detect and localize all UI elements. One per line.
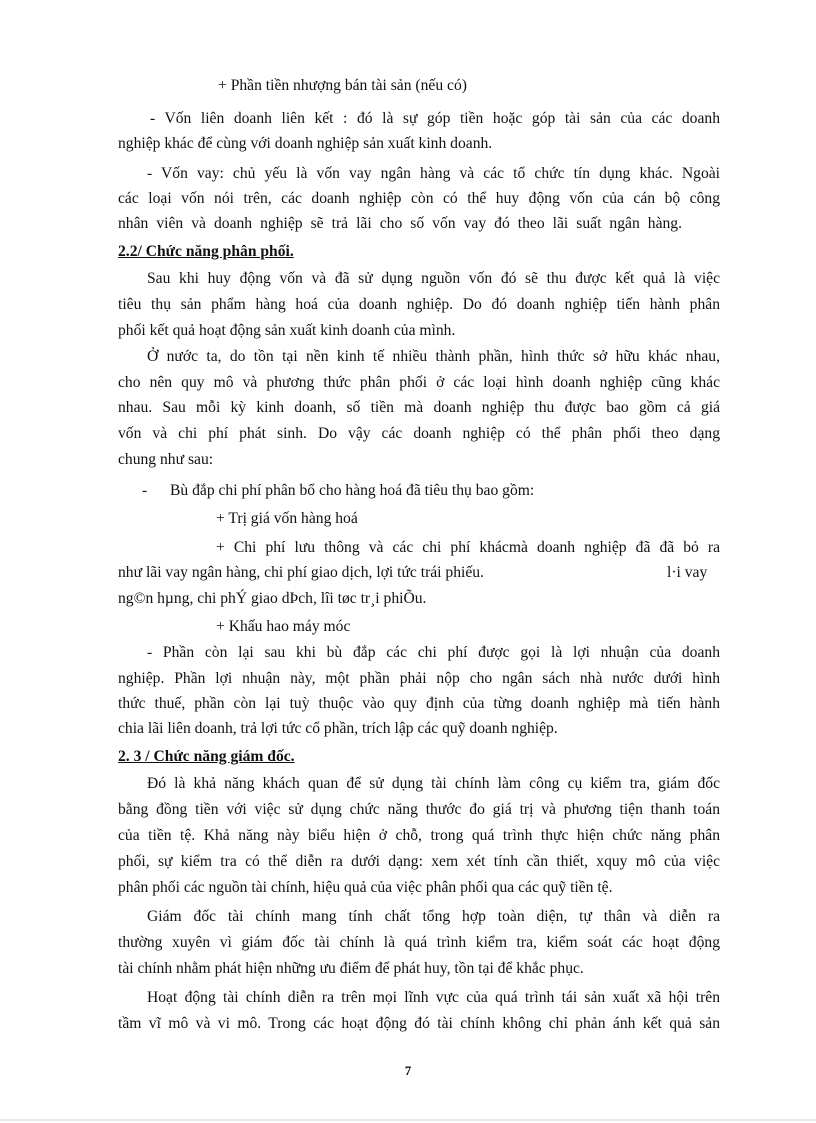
text-line: phân phối các nguồn tài chính, hiệu quả của việc phân phối qua các quỹ tiền tệ. (118, 879, 613, 896)
text-line: cho nên quy mô và phương thức phân phối ở các loại hình doanh nghiệp cũng khác (118, 374, 720, 391)
text-line: Giám đốc tài chính mang tính chất tổng hợp toàn diện, tự thân và diễn ra (147, 908, 720, 925)
section-heading: 2.2/ Chức năng phân phối. (118, 243, 294, 260)
text-line: - Vốn liên doanh liên kết : đó là sự góp tiền hoặc góp tài sản của các doanh (150, 110, 720, 127)
garbled-text: l·i vay (667, 564, 708, 581)
text-line: Hoạt động tài chính diễn ra trên mọi lĩnh vực của quá trình tái sản xuất xã hội trên (147, 989, 720, 1006)
text-line: + Chi phí lưu thông và các chi phí khácmà doanh nghiệp đã đã bỏ ra (216, 539, 720, 556)
text-line: như lãi vay ngân hàng, chi phí giao dịch, lợi tức trái phiếu. (118, 564, 484, 581)
text-line: Đó là khả năng khách quan để sử dụng tài chính làm công cụ kiểm tra, giám đốc (147, 775, 720, 792)
text-line: + Phần tiền nhượng bán tài sản (nếu có) (218, 77, 467, 94)
page-number: 7 (404, 1063, 412, 1078)
text-line: chia lãi liên doanh, trả lợi tức cổ phần, trích lập các quỹ doanh nghiệp. (118, 720, 558, 737)
text-line: tiêu thụ sản phẩm hàng hoá của doanh nghiệp. Do đó doanh nghiệp tiến hành phân (118, 296, 720, 313)
text-line: phối, sự kiểm tra có thể diễn ra dưới dạng: xem xét tính cần thiết, xquy mô của việc (118, 853, 720, 870)
text-line: chung như sau: (118, 451, 214, 468)
text-line: - Vốn vay: chủ yếu là vốn vay ngân hàng và các tổ chức tín dụng khác. Ngoài (147, 165, 720, 182)
text-line: nghiệp khác để cùng với doanh nghiệp sản xuất kinh doanh. (118, 135, 493, 152)
text-line: của tiền tệ. Khả năng này biểu hiện ở chỗ, trong quá trình thực hiện chức năng phân (118, 827, 720, 844)
text-line: nhau. Sau mỗi kỳ kinh doanh, số tiền mà doanh nghiệp thu được bao gồm cả giá (118, 399, 720, 416)
bullet-dash: - (142, 482, 148, 499)
text-line: các loại vốn nói trên, các doanh nghiệp còn có thể huy động vốn của cán bộ công (118, 190, 720, 207)
section-heading: 2. 3 / Chức năng giám đốc. (118, 748, 295, 765)
text-line: phối kết quả hoạt động sản xuất kinh doanh của mình. (118, 322, 456, 339)
garbled-text: ng©n hµng, chi phÝ giao dÞch, lîi tøc tr¸i phiÕu. (118, 590, 427, 607)
text-line: thức thuế, phần còn lại tuỳ thuộc vào quy định của từng doanh nghiệp mà tiến hành (118, 695, 720, 712)
text-line: - Phần còn lại sau khi bù đắp các chi phí được gọi là lợi nhuận của doanh (147, 644, 720, 661)
text-line: vốn và chi phí phát sinh. Do vậy các doanh nghiệp có thể phân phối theo dạng (118, 425, 720, 442)
text-line: thường xuyên vì giám đốc tài chính là quá trình kiểm tra, kiểm soát các hoạt động (118, 934, 720, 951)
text-line: Ở nước ta, do tồn tại nền kinh tế nhiều thành phần, hình thức sở hữu khác nhau, (147, 348, 720, 365)
text-line: + Khấu hao máy móc (216, 618, 351, 635)
text-line: bằng đồng tiền với việc sử dụng chức năng thước đo giá trị và phương tiện thanh toán (118, 801, 720, 818)
text-line: nhân viên và doanh nghiệp sẽ trả lãi cho số vốn vay đó theo lãi suất ngân hàng. (118, 215, 682, 232)
text-line: Bù đắp chi phí phân bổ cho hàng hoá đã tiêu thụ bao gồm: (170, 482, 535, 499)
text-line: tầm vĩ mô và vi mô. Trong các hoạt động đó tài chính không chỉ phản ánh kết quả sản (118, 1015, 720, 1032)
text-line: Sau khi huy động vốn và đã sử dụng nguồn vốn đó sẽ thu được kết quả là việc (147, 270, 720, 287)
page-bottom-divider (0, 1119, 816, 1121)
text-line: nghiệp. Phần lợi nhuận này, một phần phải nộp cho ngân sách nhà nước dưới hình (118, 670, 720, 687)
text-line: tài chính nhằm phát hiện những ưu điểm để phát huy, tồn tại để khắc phục. (118, 960, 584, 977)
text-line: + Trị giá vốn hàng hoá (216, 510, 358, 527)
